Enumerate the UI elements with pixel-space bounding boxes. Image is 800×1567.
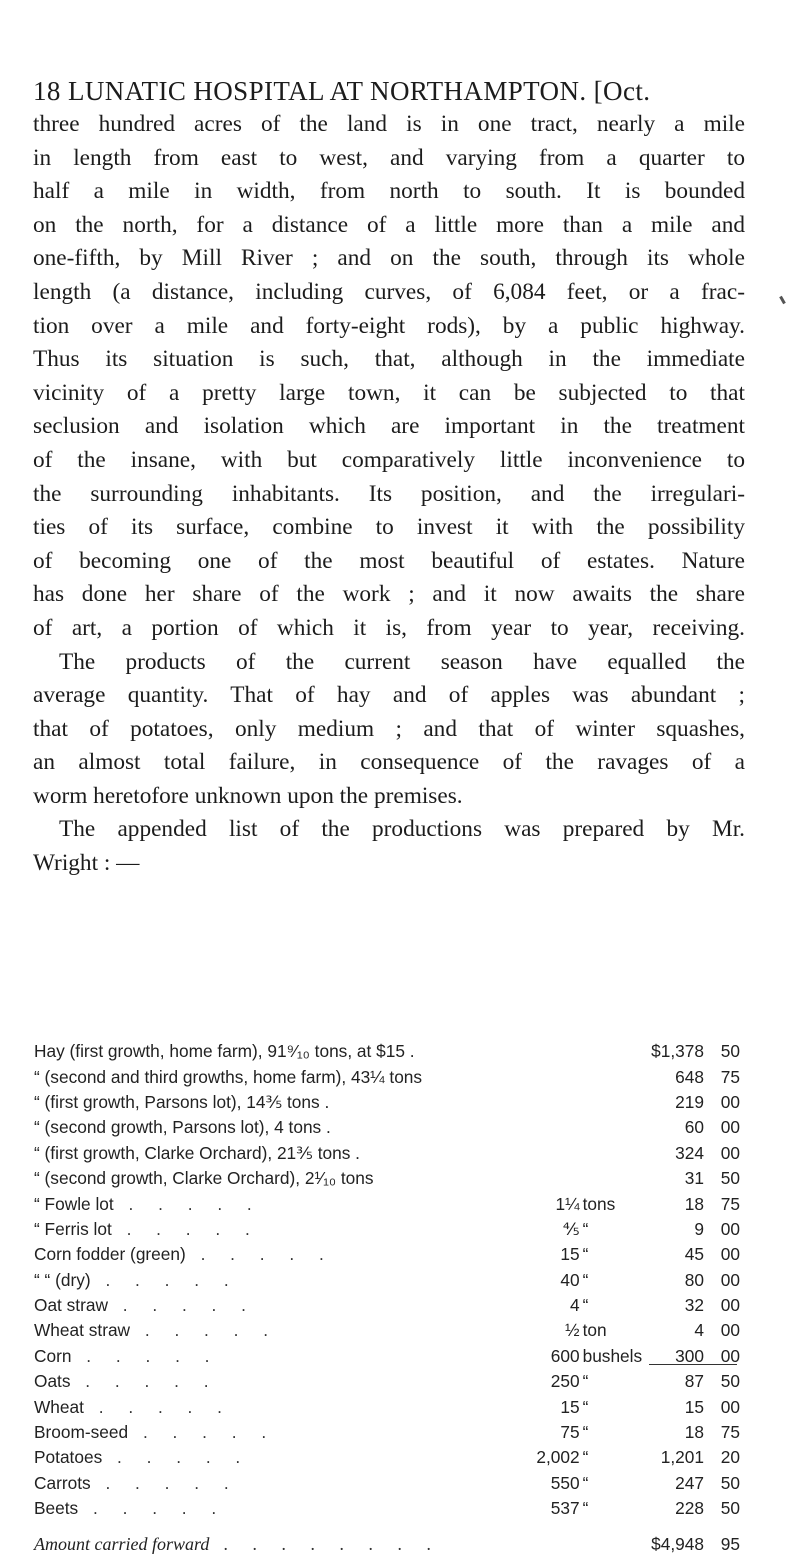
- produce-table-body: [0, 1039, 740, 1521]
- produce-unit: “: [582, 1422, 589, 1443]
- produce-quantity: ½: [565, 1320, 580, 1341]
- produce-amount: 45: [684, 1244, 704, 1265]
- text-line: vicinity of a pretty large town, it can be subjected to that: [33, 379, 745, 406]
- text-line: has done her share of the work ; and it now awaits the share: [33, 581, 745, 608]
- produce-amount: 32: [684, 1295, 704, 1316]
- produce-unit: ton: [582, 1320, 607, 1341]
- produce-quantity: [485, 1064, 583, 1089]
- total-amount: $4,948: [651, 1533, 704, 1554]
- produce-row: [0, 1471, 740, 1496]
- produce-quantity: [485, 1166, 583, 1191]
- produce-cents: 50: [720, 1498, 740, 1519]
- produce-row: [0, 1344, 740, 1369]
- produce-item: Oat straw . . . . .: [34, 1295, 256, 1316]
- produce-cents: 50: [720, 1371, 740, 1392]
- produce-quantity: 15: [560, 1396, 580, 1417]
- produce-amount: 18: [684, 1422, 704, 1443]
- produce-row: [0, 1496, 740, 1521]
- produce-cents: 75: [720, 1066, 740, 1087]
- produce-quantity: [485, 1039, 583, 1064]
- produce-unit: [583, 1166, 648, 1191]
- produce-cents: 50: [720, 1168, 740, 1189]
- produce-quantity: 550: [550, 1472, 580, 1493]
- produce-amount: 4: [694, 1320, 704, 1341]
- produce-quantity: 2,002: [536, 1447, 580, 1468]
- produce-quantity: 537: [550, 1498, 580, 1519]
- text-line: of the insane, with but comparatively little inconvenience to: [33, 446, 745, 473]
- produce-unit: “: [582, 1244, 589, 1265]
- produce-cents: 00: [720, 1396, 740, 1417]
- produce-cents: 75: [720, 1422, 740, 1443]
- produce-item: “ Fowle lot . . . . .: [34, 1193, 262, 1214]
- total-label: Amount carried forward . . . . . . . .: [34, 1533, 442, 1554]
- produce-cents: 50: [720, 1472, 740, 1493]
- produce-row: [0, 1420, 740, 1445]
- produce-amount: 324: [675, 1142, 704, 1163]
- produce-item: Broom-seed . . . . .: [34, 1422, 277, 1443]
- produce-amount: 15: [684, 1396, 704, 1417]
- produce-cents: 75: [720, 1193, 740, 1214]
- produce-quantity: 250: [550, 1371, 580, 1392]
- produce-cents: 00: [720, 1295, 740, 1316]
- produce-cents: 00: [720, 1320, 740, 1341]
- produce-row: [0, 1090, 740, 1115]
- produce-amount: 9: [694, 1218, 704, 1239]
- produce-row: [0, 1217, 740, 1242]
- text-line: tion over a mile and forty-eight rods), by a public highway.: [33, 312, 745, 339]
- total-row: [0, 1521, 740, 1567]
- produce-unit: “: [582, 1218, 589, 1239]
- produce-cents: 00: [720, 1117, 740, 1138]
- produce-cents: 50: [720, 1041, 740, 1062]
- text-line: seclusion and isolation which are important in the treatment: [33, 413, 745, 440]
- produce-unit: [583, 1039, 648, 1064]
- text-line: Wright : —: [33, 850, 140, 877]
- produce-unit: “: [582, 1396, 589, 1417]
- produce-cents: 00: [720, 1218, 740, 1239]
- text-line: on the north, for a distance of a little more than a mile and: [33, 211, 745, 238]
- text-line: The appended list of the productions was prepared by Mr.: [59, 816, 745, 843]
- text-line: of becoming one of the most beautiful of estates. Nature: [33, 547, 745, 574]
- produce-row: [0, 1293, 740, 1318]
- produce-amount: 31: [684, 1168, 704, 1189]
- produce-row: [0, 1141, 740, 1166]
- produce-amount: 1,201: [660, 1447, 704, 1468]
- total-qty: [485, 1521, 583, 1567]
- produce-unit: “: [582, 1447, 589, 1468]
- produce-row: [0, 1318, 740, 1343]
- produce-cents: 00: [720, 1142, 740, 1163]
- total-unit: [583, 1521, 648, 1567]
- produce-amount: 87: [684, 1371, 704, 1392]
- produce-cents: 00: [720, 1244, 740, 1265]
- text-line: ties of its surface, combine to invest it with the possibility: [33, 514, 745, 541]
- body-paragraph: [33, 108, 745, 881]
- produce-unit: bushels: [582, 1345, 643, 1366]
- produce-table: [0, 1039, 740, 1567]
- produce-cents: 00: [720, 1345, 740, 1366]
- produce-unit: [583, 1141, 648, 1166]
- text-line: an almost total failure, in consequence of the ravages of a: [33, 749, 745, 776]
- produce-unit: [583, 1090, 648, 1115]
- produce-unit: “: [582, 1269, 589, 1290]
- total-cents: 95: [720, 1533, 740, 1554]
- produce-item: “ (second growth, Clarke Orchard), 2¹⁄₁₀ tons: [34, 1168, 374, 1189]
- produce-amount: 228: [675, 1498, 704, 1519]
- text-line: Thus its situation is such, that, although in the immediate: [33, 346, 745, 373]
- produce-row: [0, 1242, 740, 1267]
- produce-amount: 60: [684, 1117, 704, 1138]
- produce-amount: 80: [684, 1269, 704, 1290]
- produce-amount: 300: [675, 1345, 704, 1366]
- produce-item: “ (second growth, Parsons lot), 4 tons .: [34, 1117, 331, 1138]
- produce-quantity: 75: [560, 1422, 580, 1443]
- produce-row: [0, 1039, 740, 1064]
- text-line: half a mile in width, from north to south. It is bounded: [33, 178, 745, 205]
- produce-item: “ (first growth, Parsons lot), 14⅗ tons .: [34, 1091, 330, 1112]
- text-line: The products of the current season have equalled the: [59, 648, 745, 675]
- produce-amount: 648: [675, 1066, 704, 1087]
- produce-quantity: 4: [569, 1295, 580, 1316]
- produce-item: Wheat . . . . .: [34, 1396, 232, 1417]
- produce-row: [0, 1115, 740, 1140]
- produce-row: [0, 1445, 740, 1470]
- text-line: worm heretofore unknown upon the premises.: [33, 782, 463, 809]
- text-line: average quantity. That of hay and of apples was abundant ;: [33, 682, 745, 709]
- produce-item: Oats . . . . .: [34, 1371, 219, 1392]
- text-line: of art, a portion of which it is, from year to year, receiving.: [33, 614, 745, 641]
- text-line: in length from east to west, and varying from a quarter to: [33, 144, 745, 171]
- running-head: 18 LUNATIC HOSPITAL AT NORTHAMPTON. [Oct.: [33, 76, 651, 106]
- produce-row: [0, 1394, 740, 1419]
- text-line: three hundred acres of the land is in one tract, nearly a mile: [33, 111, 745, 137]
- produce-unit: “: [582, 1498, 589, 1519]
- text-line: length (a distance, including curves, of 6,084 feet, or a frac-: [33, 278, 745, 305]
- produce-item: Corn fodder (green) . . . . .: [34, 1244, 334, 1265]
- text-line: one-fifth, by Mill River ; and on the south, through its whole: [33, 245, 745, 272]
- produce-cents: 00: [720, 1091, 740, 1112]
- produce-item: “ (first growth, Clarke Orchard), 21⅗ tons .: [34, 1142, 360, 1163]
- produce-quantity: [485, 1115, 583, 1140]
- produce-item: Beets . . . . .: [34, 1498, 227, 1519]
- produce-quantity: [485, 1090, 583, 1115]
- text-line: that of potatoes, only medium ; and that of winter squashes,: [33, 715, 745, 742]
- text-line: the surrounding inhabitants. Its position, and the irregulari-: [33, 480, 745, 507]
- produce-quantity: 15: [560, 1244, 580, 1265]
- produce-unit: “: [582, 1295, 589, 1316]
- produce-quantity: 600: [550, 1345, 580, 1366]
- produce-amount: 18: [684, 1193, 704, 1214]
- produce-row: [0, 1191, 740, 1216]
- produce-quantity: 1¼: [555, 1193, 580, 1214]
- sum-rule: [649, 1364, 737, 1365]
- produce-item: Carrots . . . . .: [34, 1472, 239, 1493]
- produce-row: [0, 1268, 740, 1293]
- produce-item: Hay (first growth, home farm), 91⁹⁄₁₀ tons, at $15 .: [34, 1041, 415, 1062]
- produce-row: [0, 1166, 740, 1191]
- produce-item: “ Ferris lot . . . . .: [34, 1218, 260, 1239]
- produce-amount: 247: [675, 1472, 704, 1493]
- produce-quantity: [485, 1141, 583, 1166]
- produce-unit: “: [582, 1472, 589, 1493]
- produce-amount: $1,378: [651, 1041, 704, 1062]
- produce-unit: [583, 1115, 648, 1140]
- produce-quantity: ⅘: [562, 1218, 580, 1239]
- produce-unit: tons: [582, 1193, 616, 1214]
- produce-item: “ “ (dry) . . . . .: [34, 1269, 239, 1290]
- produce-row: [0, 1064, 740, 1089]
- produce-item: “ (second and third growths, home farm), 43¼ tons: [34, 1066, 423, 1087]
- print-speck: [779, 296, 786, 304]
- produce-item: Wheat straw . . . . .: [34, 1320, 279, 1341]
- produce-amount: 219: [675, 1091, 704, 1112]
- produce-quantity: 40: [560, 1269, 580, 1290]
- produce-item: Potatoes . . . . .: [34, 1447, 251, 1468]
- produce-row: [0, 1369, 740, 1394]
- produce-cents: 20: [720, 1447, 740, 1468]
- produce-item: Corn . . . . .: [34, 1345, 220, 1366]
- produce-cents: 00: [720, 1269, 740, 1290]
- produce-unit: “: [582, 1371, 589, 1392]
- produce-unit: [583, 1064, 648, 1089]
